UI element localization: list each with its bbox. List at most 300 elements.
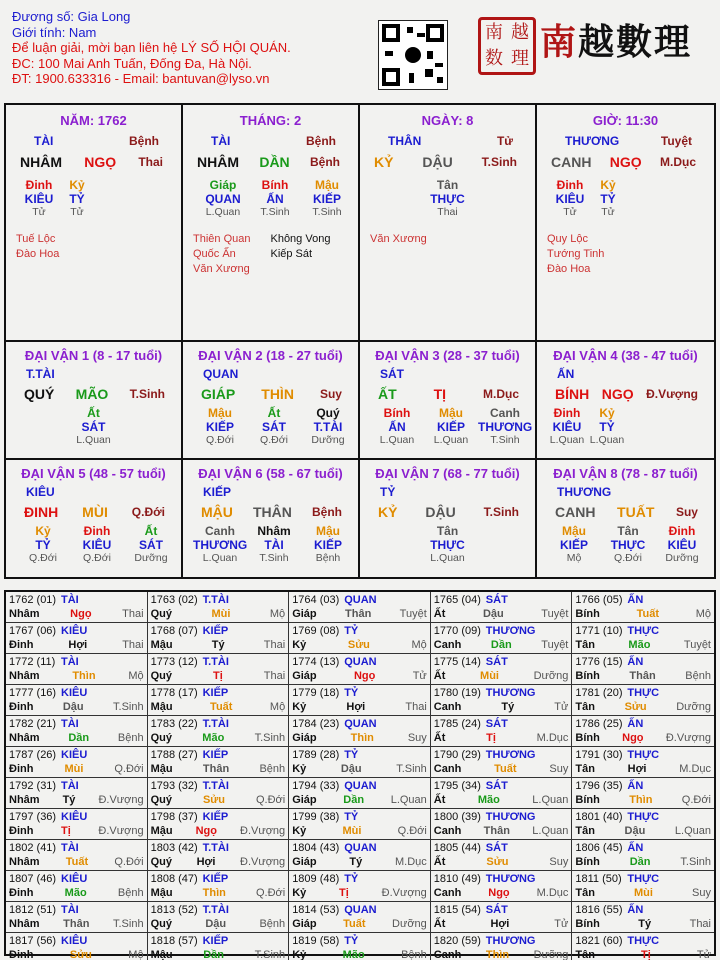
year-head (9, 810, 144, 824)
year-stage: Bệnh (259, 763, 286, 775)
year-head (434, 624, 569, 638)
earthly-branch: MÙI (82, 504, 108, 520)
year-stage: Bệnh (117, 887, 144, 899)
year-stage: Q.Đới (255, 887, 286, 899)
year-label: 1803 (42) (150, 842, 198, 854)
year-stem: Kỷ (292, 949, 307, 960)
year-head (292, 903, 427, 917)
hidden-item: Q.Đới (206, 434, 234, 446)
year-god: THƯƠNG (485, 625, 536, 637)
year-god: TỶ (344, 687, 359, 699)
year-stem: Giáp (292, 670, 317, 682)
hidden-item: Mậu (439, 406, 463, 420)
year-label: 1770 (09) (433, 625, 481, 637)
year-head (9, 748, 144, 762)
year-label: 1792 (31) (9, 780, 57, 792)
year-branch: Ngọ (70, 608, 92, 620)
year-label: 1776 (15) (575, 656, 623, 668)
dai-van-title: ĐẠI VẬN 5 (48 - 57 tuổi) (21, 466, 166, 481)
dai-van-god: TỶ (380, 485, 396, 499)
year-body (575, 855, 711, 869)
hidden-item: Tử (601, 206, 615, 218)
year-branch: Tý (211, 639, 225, 651)
year-god: KIẾP (202, 935, 229, 947)
year-label: 1781 (20) (575, 687, 623, 699)
notes-col (547, 232, 604, 277)
year-god: THỰC (627, 873, 660, 885)
branch-stage: M.Dục (483, 387, 519, 401)
dai-van-god: THƯƠNG (557, 485, 612, 499)
year-god: KIẾP (202, 811, 229, 823)
hidden-item: THỰC (430, 192, 465, 206)
dai-van-main-row (360, 381, 535, 402)
header (12, 9, 291, 87)
year-body (292, 638, 427, 652)
year-cell (289, 685, 431, 716)
year-stage: T.Sinh (396, 763, 427, 775)
year-branch: Hợi (68, 639, 88, 651)
year-stem: Giáp (292, 608, 317, 620)
year-branch: Dần (68, 732, 90, 744)
year-body (151, 855, 286, 869)
branch-stage: T.Sinh (481, 155, 517, 169)
year-head (434, 779, 569, 793)
year-body (9, 638, 144, 652)
year-label: 1762 (01) (9, 594, 57, 606)
year-body (575, 700, 711, 714)
notes-col (193, 232, 250, 277)
phone-email-line: ĐT: 1900.633316 - Email: bantuvan@lyso.vn (12, 71, 270, 87)
year-cell (148, 902, 290, 933)
hidden-item: SÁT (139, 538, 163, 552)
pillar-notes (537, 218, 714, 277)
year-label: 1818 (57) (150, 935, 198, 947)
hidden-stems-row (6, 406, 181, 420)
hidden-stems-row (360, 538, 535, 552)
year-stage: Mộ (695, 608, 711, 620)
year-label: 1811 (50) (575, 873, 622, 885)
year-body (292, 607, 427, 621)
hidden-stems-row (537, 420, 714, 434)
year-branch: Mùi (211, 608, 231, 620)
dai-van-title: ĐẠI VẬN 8 (78 - 87 tuổi) (553, 466, 698, 481)
year-label: 1797 (36) (9, 811, 57, 823)
year-god: T.TÀI (202, 780, 229, 792)
dai-van-main-row (360, 499, 535, 520)
year-label: 1780 (19) (433, 687, 481, 699)
pillar-god: TÀI (34, 134, 54, 148)
year-stage: Bệnh (259, 918, 286, 930)
year-cell (431, 592, 573, 623)
year-head (9, 934, 144, 948)
year-stem: Giáp (292, 918, 317, 930)
year-stem: Tân (575, 887, 595, 899)
year-branch: Dần (490, 639, 512, 651)
year-cell (572, 902, 714, 933)
year-head (151, 779, 286, 793)
address-line: ĐC: 100 Mai Anh Tuấn, Đống Đa, Hà Nội. (12, 55, 252, 71)
year-branch: Ngọ (195, 825, 217, 837)
dai-van-cell (537, 460, 714, 577)
year-body (292, 948, 427, 960)
year-cell (572, 747, 714, 778)
year-god: KIẾP (202, 873, 229, 885)
subject-gender: Giới tính: Nam (12, 24, 97, 40)
year-label: 1777 (16) (9, 687, 57, 699)
year-head (575, 624, 711, 638)
year-label: 1820 (59) (433, 935, 481, 947)
year-cell (431, 747, 573, 778)
year-body (9, 762, 144, 776)
year-body (434, 886, 569, 900)
branch-stage: Q.Đới (131, 505, 165, 519)
year-body (292, 855, 427, 869)
year-god: THƯƠNG (485, 811, 536, 823)
year-head (575, 903, 711, 917)
year-stage: Mộ (411, 639, 427, 651)
year-god: T.TÀI (202, 718, 229, 730)
year-stem: Ất (433, 918, 446, 930)
year-cell (431, 778, 573, 809)
hidden-item: KIÊU (667, 538, 697, 552)
year-stem: Tân (575, 639, 595, 651)
year-cell (289, 809, 431, 840)
hidden-stems-row (360, 420, 535, 434)
hidden-item: Q.Đới (614, 552, 642, 564)
year-branch: Dần (343, 794, 365, 806)
heavenly-stem: BÍNH (555, 386, 590, 402)
year-stem: Ất (433, 732, 446, 744)
year-stem: Nhâm (9, 608, 40, 620)
year-cell (6, 809, 148, 840)
year-cell (6, 747, 148, 778)
hidden-stems-row (360, 434, 535, 446)
dai-van-title: ĐẠI VẬN 7 (68 - 77 tuổi) (375, 466, 520, 481)
year-body (434, 607, 569, 621)
year-head (9, 779, 144, 793)
year-cell (6, 592, 148, 623)
year-branch: Tý (501, 701, 515, 713)
hidden-item: Đinh (83, 524, 111, 538)
year-stem: Canh (433, 949, 462, 960)
year-body (9, 700, 144, 714)
year-cell (6, 871, 148, 902)
year-stage: Suy (692, 887, 711, 899)
year-head (151, 593, 286, 607)
year-stage: Dưỡng (676, 701, 711, 713)
hidden-item: KIẾP (436, 420, 465, 434)
hidden-stems-row (183, 206, 358, 218)
year-body (151, 824, 286, 838)
earthly-branch: DẬU (422, 154, 453, 170)
year-branch: Dậu (340, 763, 362, 775)
hidden-item: Bính (261, 178, 289, 192)
hidden-item: ẤN (388, 420, 406, 434)
year-head (434, 934, 569, 948)
year-stem: Tân (575, 825, 595, 837)
year-stem: Nhâm (9, 670, 40, 682)
year-stem: Kỷ (292, 639, 307, 651)
year-stem: Kỷ (292, 825, 307, 837)
year-cell (572, 623, 714, 654)
year-cell (6, 623, 148, 654)
year-god: TỶ (344, 935, 359, 947)
year-stage: Bệnh (685, 670, 711, 682)
branch-stage: Bệnh (310, 155, 340, 169)
year-branch: Tị (61, 825, 71, 837)
year-body (151, 638, 286, 652)
year-body (434, 669, 569, 683)
year-branch: Sửu (624, 701, 647, 713)
year-stem: Giáp (292, 732, 317, 744)
hidden-stems-row (183, 524, 358, 538)
year-stage: L.Quan (390, 794, 427, 806)
year-branch: Dậu (205, 918, 227, 930)
year-stage: Suy (407, 732, 427, 744)
note-item: Thiên Quan (193, 233, 251, 245)
year-head (151, 841, 286, 855)
year-branch: Tuất (343, 918, 366, 930)
year-branch: Thân (202, 763, 230, 775)
year-stage: Đ.Vượng (381, 887, 427, 899)
branch-stage: Thai (138, 155, 163, 169)
year-body (434, 855, 569, 869)
year-stem: Kỷ (292, 701, 307, 713)
year-stage: Q.Đới (397, 825, 427, 837)
hidden-stems-row (537, 406, 714, 420)
dai-van-main-row (6, 381, 181, 402)
year-head (292, 686, 427, 700)
notes-col (370, 232, 427, 247)
hidden-item: Ất (144, 524, 158, 538)
year-label: 1795 (34) (433, 780, 481, 792)
year-head (434, 717, 569, 731)
heavenly-stem: ẤT (378, 386, 397, 402)
year-stage: Đ.Vượng (240, 856, 286, 868)
heavenly-stem: KỶ (374, 154, 394, 170)
year-stem: Nhâm (9, 918, 40, 930)
year-body (575, 948, 711, 960)
year-cell (431, 933, 573, 960)
hidden-item: Nhâm (257, 524, 291, 538)
dai-van-god: SÁT (380, 367, 404, 381)
year-head (292, 655, 427, 669)
year-label: 1763 (02) (150, 594, 198, 606)
year-stage: Mộ (128, 670, 144, 682)
year-body (151, 886, 286, 900)
year-cell (289, 592, 431, 623)
hidden-item: Kỷ (69, 178, 85, 192)
year-label: 1815 (54) (433, 904, 481, 916)
dai-van-cell (6, 342, 183, 460)
year-label: 1768 (07) (150, 625, 198, 637)
year-branch: Tị (486, 732, 496, 744)
year-god: TÀI (61, 594, 79, 606)
hidden-item: Mậu (562, 524, 586, 538)
year-branch: Thân (63, 918, 90, 930)
year-label: 1806 (45) (575, 842, 623, 854)
year-cell (572, 778, 714, 809)
year-body (9, 824, 144, 838)
year-stage: T.Sinh (680, 856, 711, 868)
branch-stage: T.Sinh (483, 505, 519, 519)
pillar-stage: Tuyệt (660, 134, 692, 148)
year-head (575, 872, 711, 886)
year-cell (431, 809, 573, 840)
year-stage: Mộ (269, 701, 286, 713)
year-cell (572, 716, 714, 747)
year-stem: Ất (433, 608, 446, 620)
year-god: TÀI (61, 780, 79, 792)
hidden-stems-row (6, 206, 181, 218)
year-label: 1821 (60) (575, 935, 623, 947)
year-stem: Tân (575, 701, 595, 713)
year-cell (572, 840, 714, 871)
year-label: 1772 (11) (9, 656, 56, 668)
year-stage: Bệnh (401, 949, 427, 960)
pillar-main-row (183, 148, 358, 170)
hidden-item: Tử (563, 206, 577, 218)
year-stem: Kỷ (292, 887, 307, 899)
earthly-branch: MÃO (75, 386, 109, 402)
year-label: 1810 (49) (433, 873, 481, 885)
hidden-item: KIẾP (205, 420, 234, 434)
year-stage: Suy (549, 763, 569, 775)
heavenly-stem: CANH (551, 154, 592, 170)
hidden-stems-row (537, 538, 714, 552)
hidden-item: L.Quan (202, 552, 238, 564)
year-label: 1819 (58) (292, 935, 340, 947)
pillar-notes (6, 218, 181, 262)
year-branch: Dậu (62, 701, 84, 713)
year-cell (148, 592, 290, 623)
heavenly-stem: NHÂM (197, 154, 239, 170)
year-stage: Q.Đới (114, 763, 144, 775)
hidden-item: T.Sinh (259, 552, 289, 564)
year-cell (148, 685, 290, 716)
year-branch: Hợi (627, 763, 647, 775)
year-branch: Mão (342, 949, 365, 960)
year-branch: Sửu (69, 949, 92, 960)
dai-van-cell (537, 342, 714, 460)
pillar-god: THÂN (388, 134, 422, 148)
year-body (9, 669, 144, 683)
year-body (9, 855, 144, 869)
year-stage: T.Sinh (113, 701, 144, 713)
hidden-item: TỶ (69, 192, 85, 206)
hidden-stems-row (6, 420, 181, 434)
hidden-stems-row (360, 178, 535, 192)
hidden-item: ẤN (266, 192, 284, 206)
year-body (292, 917, 427, 931)
year-god: ẤN (627, 718, 644, 730)
year-body (575, 731, 711, 745)
year-stage: Thai (689, 918, 711, 930)
dai-van-god-row (6, 363, 181, 381)
year-branch: Mão (64, 887, 87, 899)
hidden-stems-row (183, 420, 358, 434)
year-god: SÁT (485, 656, 508, 668)
year-stem: Quý (150, 608, 172, 620)
year-body (434, 700, 569, 714)
year-stage: Dưỡng (533, 949, 569, 960)
dai-van-god-row (6, 481, 181, 499)
hidden-item: Ất (87, 406, 100, 420)
branch-stage: Đ.Vượng (646, 387, 698, 401)
year-label: 1798 (37) (150, 811, 198, 823)
hidden-item: L.Quan (205, 206, 241, 218)
year-head (292, 779, 427, 793)
year-stage: Suy (549, 856, 569, 868)
year-branch: Ngọ (488, 887, 510, 899)
hidden-stems-row (6, 178, 181, 192)
year-body (575, 793, 711, 807)
year-cell (289, 623, 431, 654)
year-cell (431, 685, 573, 716)
hidden-item: KIÊU (552, 420, 582, 434)
pillar-notes (360, 218, 535, 247)
year-body (292, 793, 427, 807)
hidden-stems-row (360, 524, 535, 538)
heavenly-stem: MẬU (201, 504, 233, 520)
hidden-item: Quý (316, 406, 340, 420)
hidden-item: Kỷ (599, 406, 615, 420)
year-cell (289, 716, 431, 747)
pillar-title: NGÀY: 8 (421, 113, 474, 128)
year-label: 1778 (17) (150, 687, 198, 699)
year-stem: Đinh (9, 763, 34, 775)
year-stem: Đinh (9, 887, 34, 899)
year-head (292, 624, 427, 638)
dai-van-cell (183, 342, 360, 460)
year-cell (289, 840, 431, 871)
year-body (434, 793, 569, 807)
year-stage: Dưỡng (533, 670, 569, 682)
year-label: 1816 (55) (575, 904, 623, 916)
year-god: ẤN (627, 780, 644, 792)
pillar-god: THƯƠNG (565, 134, 620, 148)
dai-van-cell (360, 460, 537, 577)
year-cell (289, 902, 431, 933)
dai-van-main-row (183, 499, 358, 520)
pillar-main-row (6, 148, 181, 170)
year-stem: Canh (433, 825, 462, 837)
year-god: THƯƠNG (485, 873, 536, 885)
year-god: QUAN (344, 780, 377, 792)
year-head (9, 717, 144, 731)
year-body (151, 607, 286, 621)
hidden-item: Giáp (209, 178, 237, 192)
note-item: Văn Xương (193, 263, 250, 275)
year-stage: T.Sinh (254, 949, 286, 960)
year-stem: Canh (433, 887, 462, 899)
year-head (151, 810, 286, 824)
year-stem: Mậu (150, 825, 173, 837)
year-stage: Mộ (128, 949, 144, 960)
year-label: 1787 (26) (9, 749, 57, 761)
year-cell (6, 840, 148, 871)
dai-van-god-row (537, 363, 714, 381)
year-cell (148, 716, 290, 747)
year-label: 1800 (39) (433, 811, 481, 823)
year-god: TÀI (61, 656, 79, 668)
year-branch: Thân (345, 608, 372, 620)
year-label: 1785 (24) (433, 718, 481, 730)
hidden-stems-row (6, 434, 181, 446)
year-label: 1805 (44) (433, 842, 481, 854)
year-label: 1790 (29) (433, 749, 481, 761)
year-stage: Q.Đới (114, 856, 144, 868)
